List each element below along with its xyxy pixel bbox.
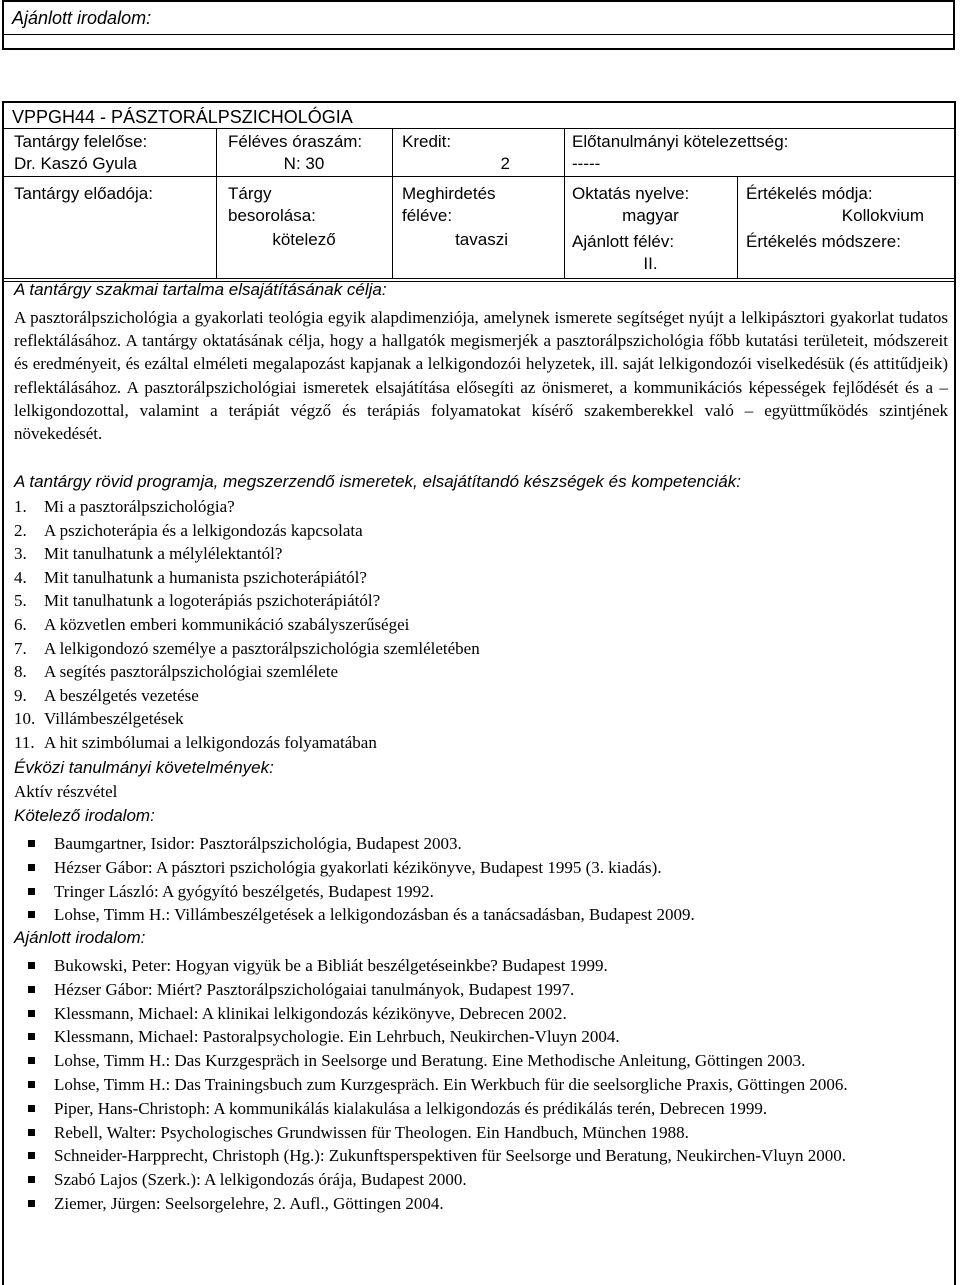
- previous-section-box: [2, 0, 955, 50]
- kotelezo-item-text: Baumgartner, Isidor: Pasztorálpszichológia, Budapest 2003.: [54, 834, 462, 853]
- nyelv-value: magyar: [622, 206, 679, 225]
- ajanlott-item: [26, 1073, 952, 1097]
- course-code-title: VPPGH44 - PÁSZTORÁLPSZICHOLÓGIA: [12, 107, 353, 127]
- ajanlott-item: [26, 1144, 952, 1168]
- program-item: [14, 731, 914, 755]
- ajanlott-list: [26, 954, 952, 1216]
- ajanlott-item: [26, 1097, 952, 1121]
- ajanlott-item-text: Hézser Gábor: Miért? Pasztorálpszichológaiai tanulmányok, Budapest 1997.: [54, 979, 575, 999]
- square-bullet-icon: [26, 978, 54, 1002]
- besorolas-label-line2: besorolása:: [228, 206, 316, 225]
- kotelezo-item: [26, 856, 952, 880]
- besorolas-label-line1: Tárgy: [228, 184, 272, 203]
- program-item-number: 1.: [14, 497, 27, 516]
- square-bullet-icon: [26, 1192, 54, 1216]
- program-item: [14, 495, 914, 519]
- program-heading: A tantárgy rövid programja, megszerzendő ismeretek, elsajátítandó készségek és kompetenciák:: [14, 472, 741, 491]
- square-bullet-icon: [26, 1049, 54, 1073]
- kotelezo-item: [26, 832, 952, 856]
- kotelezo-item-text: Tringer László: A gyógyító beszélgetés, Budapest 1992.: [54, 881, 434, 901]
- square-bullet-icon: [26, 832, 54, 856]
- ajanlott-item-text: Schneider-Harpprecht, Christoph (Hg.): Zukunftsperspektiven für Seelsorge und Beratung, Neukirchen-Vluyn 2000.: [54, 1146, 847, 1166]
- square-bullet-icon: [26, 1121, 54, 1145]
- kotelezo-list: [26, 832, 952, 927]
- program-item-text: Mit tanulhatunk a logoterápiás pszichoterápiától?: [44, 591, 381, 611]
- program-item: [14, 613, 914, 637]
- program-item-number: 11.: [14, 732, 35, 752]
- col-divider-1: [216, 128, 217, 278]
- program-item: [14, 519, 914, 543]
- square-bullet-icon: [26, 1144, 54, 1168]
- ajanlott-item-text: Bukowski, Peter: Hogyan vigyük be a Bibliát beszélgetéseinkbe? Budapest 1999.: [54, 956, 608, 975]
- program-item-text: A hit szimbólumai a lelkigondozás folyamatában: [44, 732, 377, 752]
- meghirdetes-felev: tavaszi: [455, 230, 508, 249]
- program-item-text: Mi a pasztorálpszichológia?: [44, 497, 235, 516]
- program-item: [14, 707, 914, 731]
- program-list: [14, 495, 914, 755]
- square-bullet-icon: [26, 1073, 54, 1097]
- square-bullet-icon: [26, 1002, 54, 1026]
- ajanlott-item-text: Klessmann, Michael: A klinikai lelkigondozás kézikönyve, Debrecen 2002.: [54, 1003, 567, 1023]
- oraszam-value: N: 30: [283, 154, 325, 173]
- kotelezo-item-text: Lohse, Timm H.: Villámbeszélgetések a lelkigondozásban és a tanácsadásban, Budapest 2009.: [54, 905, 695, 925]
- felelos-label: Tantárgy felelőse:: [14, 132, 148, 151]
- ajanlott-heading: Ajánlott irodalom:: [14, 928, 146, 947]
- ajanlott-item: [26, 978, 952, 1002]
- ajanlott-item: [26, 1049, 952, 1073]
- ajanlott-item: [26, 1192, 952, 1216]
- ajanlott-item-text: Rebell, Walter: Psychologisches Grundwissen für Theologen. Ein Handbuch, München 1988.: [54, 1122, 689, 1142]
- header-divider: [4, 128, 954, 129]
- kotelezo-item: [26, 903, 952, 927]
- col-divider-4: [737, 176, 738, 278]
- program-item-number: 2.: [14, 520, 27, 540]
- kovetelmenyek-heading: Évközi tanulmányi követelmények:: [14, 758, 274, 777]
- square-bullet-icon: [26, 1168, 54, 1192]
- square-bullet-icon: [26, 880, 54, 904]
- ajanlott-felev-value: II.: [643, 254, 658, 273]
- course-sheet: [2, 101, 956, 1285]
- cel-heading: A tantárgy szakmai tartalma elsajátításának célja:: [14, 280, 387, 299]
- ajanlott-item: [26, 1025, 952, 1049]
- row-divider: [4, 176, 954, 177]
- ajanlott-item: [26, 1168, 952, 1192]
- ertekeles-modja-label: Értékelés módja:: [746, 184, 873, 203]
- ertekeles-modszere-label: Értékelés módszere:: [746, 232, 901, 251]
- program-item-text: A lelkigondozó személye a pasztorálpszichológia szemléletében: [44, 638, 480, 658]
- ajanlott-item: [26, 954, 952, 978]
- program-item: [14, 566, 914, 590]
- program-item-number: 6.: [14, 614, 27, 634]
- ertekeles-modja-value: Kollokvium: [841, 206, 924, 225]
- program-item-number: 10.: [14, 709, 36, 729]
- program-item-number: 4.: [14, 567, 27, 587]
- square-bullet-icon: [26, 1025, 54, 1049]
- program-item-number: 3.: [14, 544, 27, 564]
- kotelezo-item: [26, 880, 952, 904]
- square-bullet-icon: [26, 903, 54, 927]
- program-item-text: Villámbeszélgetések: [44, 709, 184, 729]
- ajanlott-felev-label: Ajánlott félév:: [572, 232, 675, 251]
- program-item-number: 8.: [14, 662, 27, 682]
- square-bullet-icon: [26, 856, 54, 880]
- elotanulmanyi-label: Előtanulmányi kötelezettség:: [572, 132, 789, 151]
- kredit-value: [392, 153, 564, 174]
- meghirdetes-label-line2: féléve:: [402, 206, 453, 225]
- program-item: [14, 589, 914, 613]
- ajanlott-item-text: Ziemer, Jürgen: Seelsorgelehre, 2. Aufl., Göttingen 2004.: [54, 1193, 444, 1213]
- program-item: [14, 684, 914, 708]
- ajanlott-item: [26, 1121, 952, 1145]
- program-item-text: A pszichoterápia és a lelkigondozás kapcsolata: [44, 520, 363, 540]
- elotanulmanyi-value: -----: [572, 154, 601, 173]
- nyelv-label: Oktatás nyelve:: [572, 184, 690, 203]
- ajanlott-item-text: Piper, Hans-Christoph: A kommunikálás kialakulása a lelkigondozás és prédikálás terén, Debrecen 1999.: [54, 1098, 768, 1118]
- kovetelmenyek-text: Aktív részvétel: [14, 782, 118, 801]
- ajanlott-item-text: Lohse, Timm H.: Das Trainingsbuch zum Kurzgespräch. Ein Werkbuch für die seelsorgliche Praxis, Göttingen 2006.: [54, 1074, 848, 1094]
- program-item: [14, 660, 914, 684]
- ajanlott-item-text: Klessmann, Michael: Pastoralpsychologie. Ein Lehrbuch, Neukirchen-Vluyn 2004.: [54, 1027, 620, 1047]
- ajanlott-item-text: Szabó Lajos (Szerk.): A lelkigondozás órája, Budapest 2000.: [54, 1170, 467, 1190]
- square-bullet-icon: [26, 1097, 54, 1121]
- oraszam-label: Féléves óraszám:: [228, 132, 363, 151]
- besorolas-value: kötelező: [272, 230, 336, 249]
- meghirdetes-value: [392, 229, 564, 250]
- kotelezo-heading: Kötelező irodalom:: [14, 806, 155, 825]
- program-item-text: A beszélgetés vezetése: [44, 685, 199, 705]
- program-item-text: Mit tanulhatunk a humanista pszichoterápiától?: [44, 567, 367, 587]
- cel-paragraph: A pasztorálpszichológia a gyakorlati teológia egyik alapdimenziója, amelynek ismerete segítséget nyújt a lelkipásztori gyakorlat tudatos reflektálásához. A tantárgy oktatásának célja, hogy a hallgatók megismerjék a pasztorálpszichológia főbb kutatási területeit, módszereit és eredményeit, és ezáltal elméleti megalapozást kapjanak a lelkigondozói helyzetek, ill. saját lelkigondozói viselkedésük (és attitűdjeik) reflektálásához. A pasztorálpszichológiai ismeretek elsajátítása elősegíti az önismeret, a kommunikációs képességek fejlődését és a – lelkigondozottal, valamint a terápiát végző és terápiás folyamatokat kísérő szakemberekkel való – együttműködés szintjének növekedését.: [14, 308, 948, 444]
- felelos-value: Dr. Kaszó Gyula: [14, 154, 137, 173]
- program-item-text: A közvetlen emberi kommunikáció szabályszerűségei: [44, 614, 410, 634]
- kotelezo-item-text: Hézser Gábor: A pásztori pszichológia gyakorlati kézikönyve, Budapest 1995 (3. kiadás).: [54, 857, 662, 877]
- eloado-label: Tantárgy előadója:: [14, 184, 153, 203]
- ajanlott-item: [26, 1002, 952, 1026]
- program-item: [14, 637, 914, 661]
- program-item: [14, 542, 914, 566]
- ajanlott-item-text: Lohse, Timm H.: Das Kurzgespräch in Seelsorge und Beratung. Eine Methodische Anleitung, Göttingen 2003.: [54, 1051, 806, 1071]
- col-divider-2: [392, 128, 393, 278]
- square-bullet-icon: [26, 954, 54, 978]
- program-item-text: Mit tanulhatunk a mélylélektantól?: [44, 544, 283, 564]
- previous-ajanlott-heading: Ajánlott irodalom:: [12, 8, 152, 28]
- meghirdetes-label-line1: Meghirdetés: [402, 184, 496, 203]
- program-item-number: 7.: [14, 638, 27, 658]
- program-item-number: 9.: [14, 685, 27, 705]
- kredit-label: Kredit:: [402, 132, 452, 151]
- program-item-number: 5.: [14, 591, 27, 611]
- program-item-text: A segítés pasztorálpszichológiai szemlélete: [44, 662, 339, 682]
- kredit-number: 2: [500, 154, 510, 173]
